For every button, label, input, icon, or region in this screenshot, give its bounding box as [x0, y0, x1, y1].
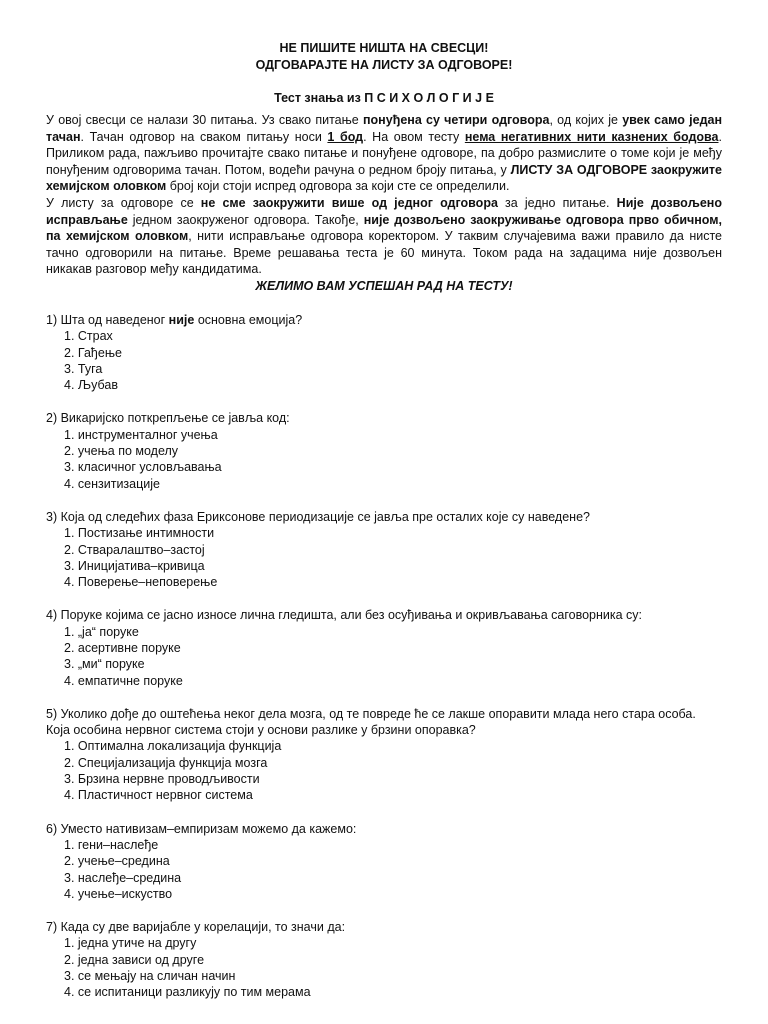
answer-option: 4. сензитизације	[64, 476, 160, 491]
answer-option: 2. једна зависи од друге	[64, 952, 205, 967]
question-list	[46, 312, 722, 1001]
answer-option: 3. Брзина нервне проводљивости	[64, 772, 260, 787]
question-text	[46, 410, 722, 426]
question-text	[46, 919, 722, 935]
answer-option: 2. Гађење	[64, 345, 122, 360]
question-text	[46, 312, 722, 328]
question-1	[46, 312, 722, 393]
answer-options	[46, 427, 722, 492]
text-run: Није дозвољено исправљање	[46, 195, 722, 227]
question-2	[46, 410, 722, 491]
text-run: ЛИСТУ ЗА ОДГОВОРЕ заокружите хемијском оловком	[46, 162, 722, 194]
text-run: основна емоција?	[194, 312, 303, 327]
answer-option: 3. „ми“ поруке	[64, 657, 145, 672]
text-run: нема негативних нити казнених бодова	[464, 129, 719, 144]
answer-option: 2. учења по моделу	[64, 444, 179, 459]
text-run: 3) Која од следећих фаза Ериксонове периодизације се јавља пре осталих које су наведене?	[46, 509, 590, 524]
question-5	[46, 706, 722, 804]
answer-option: 3. Иницијатива–кривица	[64, 558, 205, 573]
text-run: 7) Када су две варијабле у корелацији, то значи да:	[46, 920, 346, 935]
question-text	[46, 706, 722, 739]
text-run: понуђена су четири одговора	[363, 113, 550, 127]
text-run: 1 бод	[327, 129, 364, 144]
answer-option: 1. Оптимална локализација функција	[64, 739, 282, 754]
text-run: 2) Викаријско поткрепљење се јавља код:	[46, 411, 290, 426]
text-run: . Приликом рада, пажљиво прочитајте свако питање и понуђене одговоре, па добро размислите о томе који је међу понуђеним одговорима тачан. Потом, водећи рачуна о редном броју питања, у	[46, 129, 722, 177]
answer-options	[46, 328, 722, 393]
answer-option: 4. емпатичне поруке	[64, 673, 183, 688]
text-run: за једно питање.	[497, 195, 617, 210]
text-run: , од којих је	[549, 113, 623, 127]
text-run: 6) Уместо нативизам–емпиризам можемо да кажемо:	[46, 821, 357, 836]
answer-options	[46, 525, 722, 590]
text-run: 1) Шта од наведеног	[46, 312, 169, 327]
question-text	[46, 821, 722, 837]
text-run: У листу за одговоре се	[46, 195, 201, 210]
answer-option: 4. се испитаници разликују по тим мерама	[64, 985, 311, 1000]
answer-option: 4. Љубав	[64, 378, 118, 393]
instructions-paragraph-1	[46, 112, 722, 195]
question-text	[46, 607, 722, 623]
answer-option: 3. класичног условљавања	[64, 460, 222, 475]
text-run: број који стоји испред одговора за који сте се определили.	[166, 179, 510, 194]
good-luck-message: ЖЕЛИМО ВАМ УСПЕШАН РАД НА ТЕСТУ!	[255, 278, 513, 293]
answer-option: 1. гени–наслеђе	[64, 837, 159, 852]
test-title-prefix: Тест знања из	[274, 91, 365, 105]
question-7	[46, 919, 722, 1000]
text-run: увек само један тачан	[46, 113, 723, 144]
answer-option: 1. „ја“ поруке	[64, 624, 139, 639]
answer-options	[46, 738, 722, 803]
answer-option: 1. једна утиче на другу	[64, 936, 197, 951]
answer-option: 2. Стваралаштво–застој	[64, 542, 205, 557]
answer-options	[46, 935, 722, 1000]
text-run: 4) Поруке којима се јасно износе лична гледишта, али без осуђивања и окривљавања саговорника су:	[46, 608, 642, 623]
instructions-paragraph-2	[46, 195, 722, 278]
text-run: није	[168, 312, 195, 327]
answer-option: 3. Туга	[64, 361, 103, 376]
answer-option: 4. Поверење–неповерење	[64, 575, 218, 590]
answer-option: 2. Специјализација функција мозга	[64, 755, 268, 770]
question-6	[46, 821, 722, 902]
answer-option: 2. асертивне поруке	[64, 640, 181, 655]
answer-option: 3. се мењају на сличан начин	[64, 969, 236, 984]
answer-option: 1. инструменталног учења	[64, 427, 218, 442]
text-run: . Тачан одговор на сваком питању носи	[80, 129, 328, 144]
answer-option: 1. Страх	[64, 329, 113, 344]
text-run: једном заокруженог одговора. Такође,	[127, 212, 364, 227]
question-text	[46, 509, 722, 525]
warning-line-1: НЕ ПИШИТЕ НИШТА НА СВЕСЦИ!	[279, 41, 489, 55]
answer-option: 4. Пластичност нервног система	[64, 788, 253, 803]
text-run: није дозвољено заокруживање одговора прво обичном, па хемијском оловком	[46, 212, 722, 244]
question-3	[46, 509, 722, 590]
warning-header	[46, 40, 722, 74]
answer-option: 2. учење–средина	[64, 854, 170, 869]
warning-line-2: ОДГОВАРАЈТЕ НА ЛИСТУ ЗА ОДГОВОРЕ!	[255, 58, 513, 72]
text-run: 5) Уколико дође до оштећења неког дела мозга, од те повреде ће се лакше опоравити млада него стара особа. Која особина нервног система стоји у основи разлике у брзини опоравка?	[46, 706, 696, 738]
text-run: , нити исправљање одговора коректором. У таквим случајевима важи правило да нисте тачно одговорили на питање. Време решавања теста је 60 минута. Током рада на задацима није дозвољен никакав разговор међу кандидатима.	[46, 229, 722, 277]
question-4	[46, 607, 722, 688]
test-title-subject: П С И Х О Л О Г И Ј Е	[364, 91, 494, 105]
answer-options	[46, 837, 722, 902]
answer-option: 1. Постизање интимности	[64, 526, 215, 541]
test-title	[46, 90, 722, 107]
text-run: У овој свесци се налази 30 питања. Уз свако питање	[46, 113, 363, 127]
instructions	[46, 112, 722, 278]
answer-options	[46, 624, 722, 689]
text-run: не сме заокружити више од једног одговора	[200, 195, 498, 210]
text-run: . На овом тесту	[363, 129, 465, 144]
answer-option: 4. учење–искуство	[64, 886, 173, 901]
answer-option: 3. наслеђе–средина	[64, 870, 182, 885]
